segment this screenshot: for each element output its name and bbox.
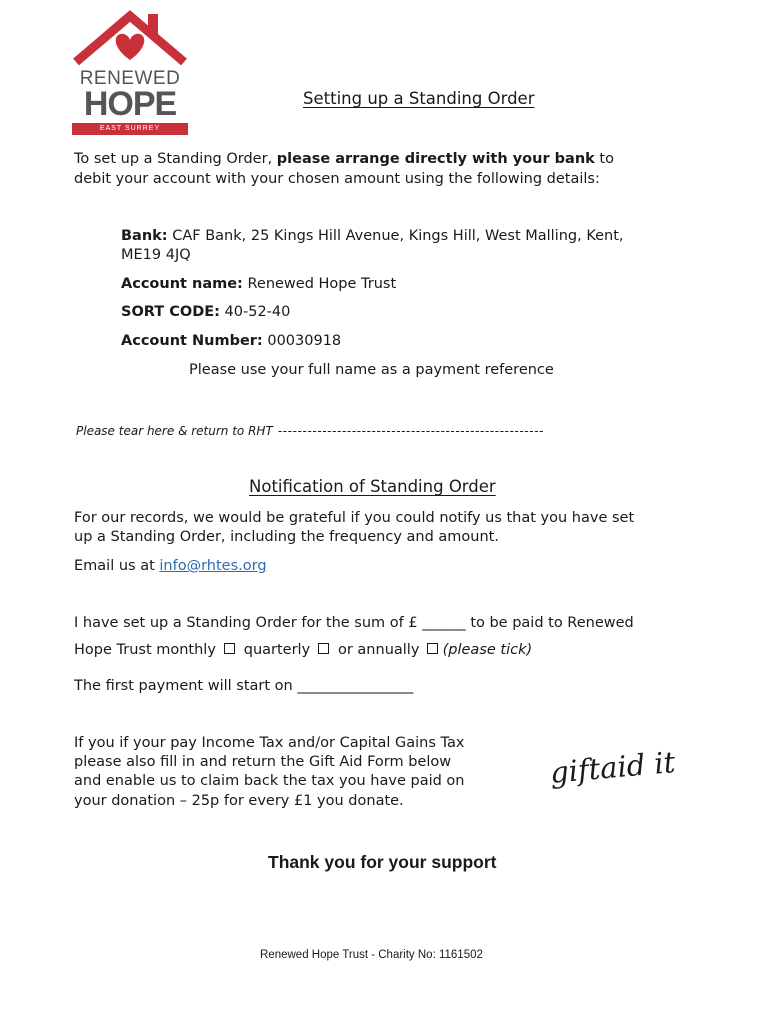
freq-quarterly-label: quarterly <box>243 642 311 658</box>
gift-aid-line2: please also fill in and return the Gift Aid Form below <box>74 754 452 770</box>
giftaid-logo-graphic <box>546 744 676 794</box>
records-line2: up a Standing Order, including the frequency and amount. <box>74 529 499 545</box>
giftaid-logo <box>546 744 676 794</box>
renewed-hope-logo <box>70 10 190 132</box>
intro-post: to <box>599 151 614 167</box>
monthly-checkbox[interactable] <box>224 643 235 654</box>
freq-annually-label: or annually <box>337 642 420 658</box>
account-name-value: Renewed Hope Trust <box>247 276 397 292</box>
intro-line2: debit your account with your chosen amount using the following details: <box>74 171 600 187</box>
account-number-value: 00030918 <box>267 333 342 349</box>
intro-bold: please arrange directly with your bank <box>276 151 595 167</box>
frequency-line <box>74 641 532 661</box>
gift-aid-line1: If you if your pay Income Tax and/or Capital Gains Tax <box>74 735 465 751</box>
sort-code-label: SORT CODE: <box>121 304 220 320</box>
sort-code <box>121 303 290 323</box>
account-number <box>121 332 341 352</box>
freq-monthly-label: Hope Trust monthly <box>74 642 216 658</box>
page-title: Setting up a Standing Order <box>303 89 535 108</box>
intro-line1 <box>74 150 614 170</box>
footer-charity: Renewed Hope Trust - Charity No: 1161502 <box>260 949 483 961</box>
quarterly-checkbox[interactable] <box>318 643 329 654</box>
intro-pre: To set up a Standing Order, <box>74 151 273 167</box>
account-name <box>121 275 396 295</box>
gift-aid-line4: your donation – 25p for every £1 you donate. <box>74 793 404 809</box>
bank-label: Bank: <box>121 228 168 244</box>
reference-note: Please use your full name as a payment reference <box>189 362 554 378</box>
tear-label: Please tear here & return to RHT <box>76 424 273 438</box>
bank-value: CAF Bank, 25 Kings Hill Avenue, Kings Hill, West Malling, Kent, <box>172 228 624 244</box>
annually-checkbox[interactable] <box>427 643 438 654</box>
gift-aid-line3: and enable us to claim back the tax you have paid on <box>74 773 465 789</box>
bank-details <box>121 227 624 247</box>
house-heart-icon <box>70 10 190 70</box>
tear-dashes: ------------------------------------------------------ <box>277 424 545 438</box>
account-name-label: Account name: <box>121 276 243 292</box>
records-line1: For our records, we would be grateful if you could notify us that you have set <box>74 510 635 526</box>
notification-title: Notification of Standing Order <box>249 477 496 496</box>
sum-line: I have set up a Standing Order for the sum of £ ______ to be paid to Renewed <box>74 615 634 631</box>
email-link[interactable]: info@rhtes.org <box>159 558 267 574</box>
logo-line2: HOPE <box>83 85 177 123</box>
first-payment-line: The first payment will start on ________________ <box>74 678 414 694</box>
email-pre: Email us at <box>74 558 155 574</box>
sort-code-value: 40-52-40 <box>224 304 291 320</box>
account-number-label: Account Number: <box>121 333 263 349</box>
email-line <box>74 557 267 577</box>
svg-text:giftaid it: giftaid it <box>548 745 676 790</box>
logo-tagline: EAST SURREY <box>72 123 188 135</box>
bank-value-line2: ME19 4JQ <box>121 247 191 263</box>
logo-line1: RENEWED <box>79 68 181 89</box>
thank-you: Thank you for your support <box>268 852 497 872</box>
tear-line <box>76 420 544 442</box>
please-tick-note: (please tick) <box>442 642 533 658</box>
